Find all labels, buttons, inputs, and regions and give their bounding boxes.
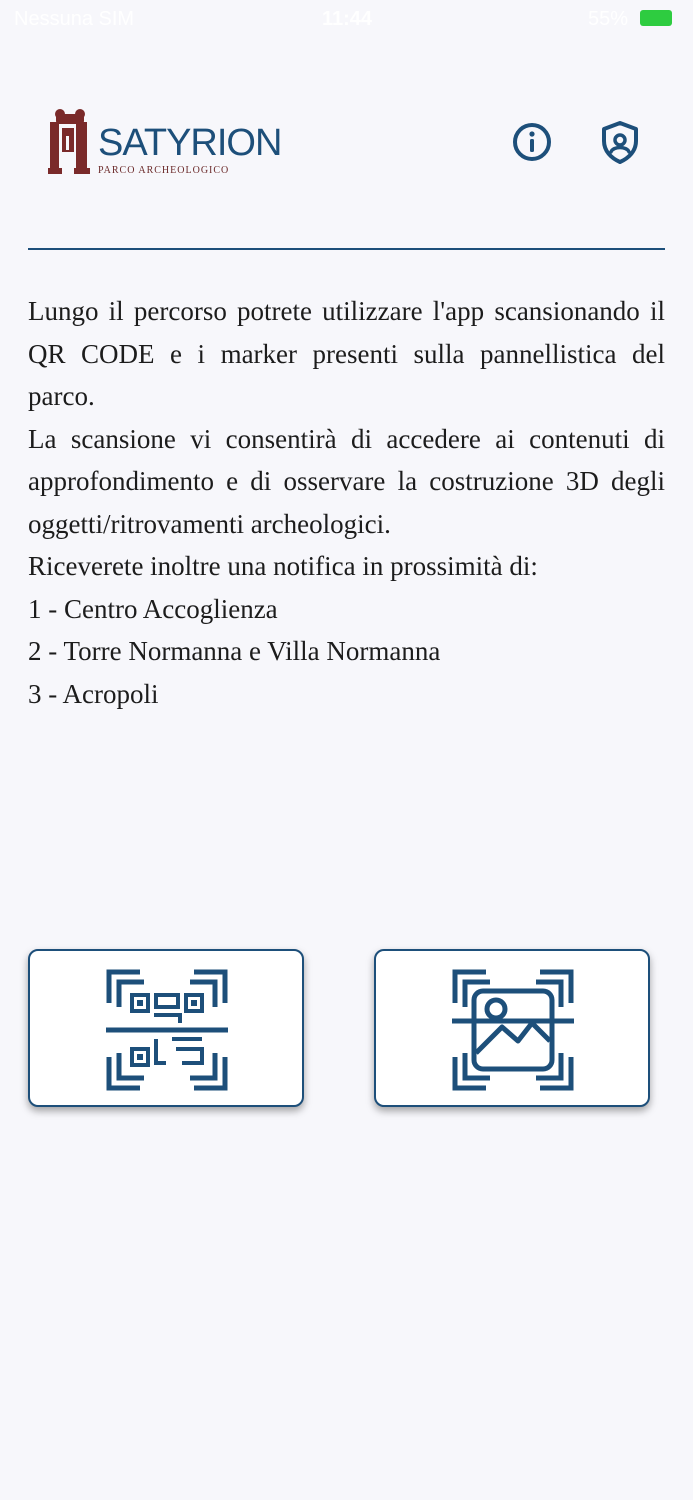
intro-paragraph: Lungo il percorso potrete utilizzare l'app scansionando il QR CODE e i marker presenti sulla pannellistica del parco.	[28, 296, 665, 411]
logo-subtitle: PARCO ARCHEOLOGICO	[98, 165, 230, 176]
intro-text	[28, 290, 665, 715]
intro-paragraph: La scansione vi consentirà di accedere ai contenuti di approfondimento e di osservare la costruzione 3D degli oggetti/ritrovamenti archeologici.	[28, 423, 665, 539]
logo-wordmark: SATYRION	[98, 122, 282, 164]
header-divider	[28, 248, 665, 250]
clock: 11:44	[322, 8, 373, 30]
marker-scan-button[interactable]	[374, 949, 650, 1107]
satyr-figure-icon	[46, 108, 94, 180]
location-item: 3 - Acropoli	[28, 678, 159, 709]
info-icon	[510, 120, 554, 164]
battery-icon	[640, 10, 672, 26]
privacy-shield-icon	[598, 120, 642, 164]
qr-scan-button[interactable]	[28, 949, 304, 1107]
info-button[interactable]	[510, 120, 554, 164]
location-item: 2 - Torre Normanna e Villa Normanna	[28, 636, 441, 666]
qr-code-scan-icon	[106, 969, 228, 1091]
carrier-label: Nessuna SIM	[14, 8, 135, 30]
image-scan-icon	[452, 969, 574, 1091]
privacy-button[interactable]	[598, 120, 642, 164]
location-item: 1 - Centro Accoglienza	[28, 593, 278, 624]
app-logo	[46, 108, 282, 180]
notification-intro: Riceverete inoltre una notifica in prossimità di:	[28, 551, 538, 581]
status-bar	[0, 0, 693, 40]
battery-percent: 55%	[588, 8, 629, 30]
